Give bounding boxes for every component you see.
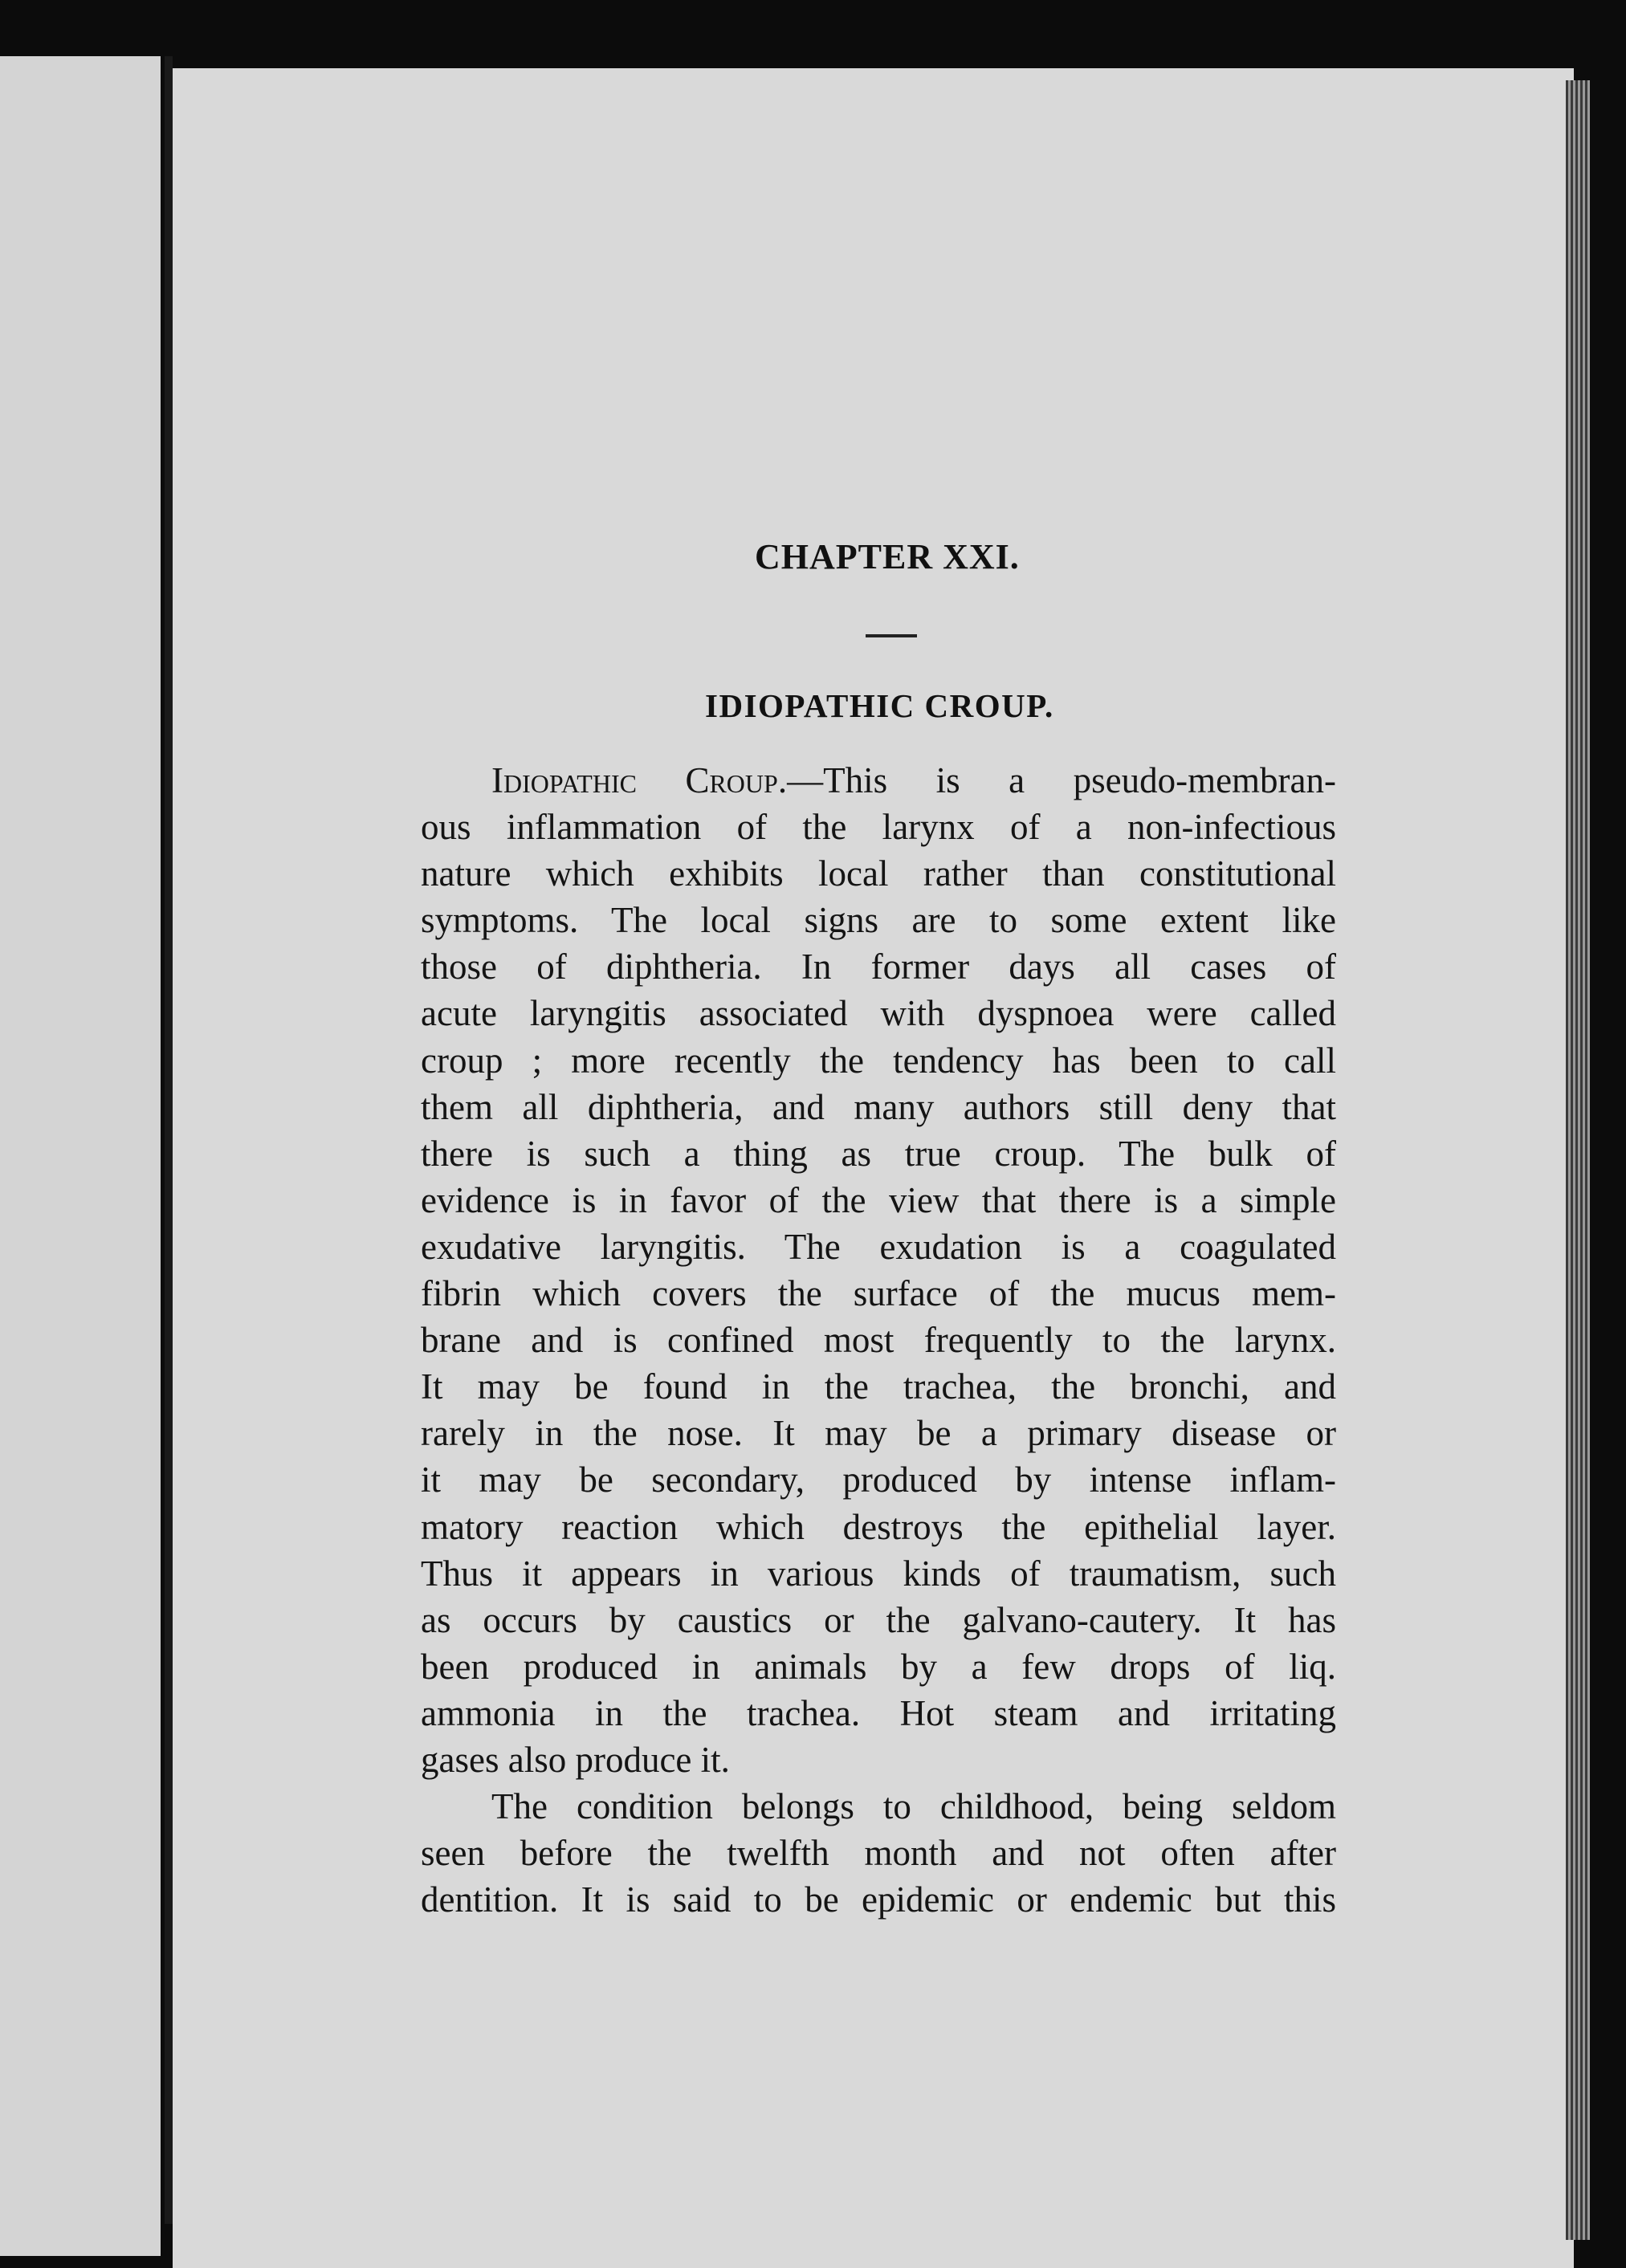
left-page-edge [0,56,161,2256]
text-line: brane and is confined most frequently to the larynx. [421,1320,1336,1361]
text-line: matory reaction which destroys the epithelial layer. [421,1506,1336,1547]
text-line: acute laryngitis associated with dyspnoea were called [421,993,1336,1034]
text-line: croup ; more recently the tendency has been to call [421,1040,1336,1081]
chapter-title: CHAPTER XXI. [755,537,1020,576]
text-line: them all diphtheria, and many authors still deny that [421,1086,1336,1127]
text-line: evidence is in favor of the view that there is a simple [421,1179,1336,1220]
text-line: Thus it appears in various kinds of traumatism, such [421,1553,1336,1594]
text-line: rarely in the nose. It may be a primary disease or [421,1413,1336,1454]
text-line: dentition. It is said to be epidemic or endemic but this [421,1879,1336,1920]
text-line: been produced in animals by a few drops of liq. [421,1646,1336,1687]
text-line: gases also produce it. [421,1739,730,1780]
text-line: there is such a thing as true croup. The bulk of [421,1133,1336,1174]
text-line: those of diphtheria. In former days all cases of [421,947,1336,987]
text-line: as occurs by caustics or the galvano-cautery. It has [421,1599,1336,1640]
page-edges [1566,80,1590,2240]
text-line: It may be found in the trachea, the bronchi, and [421,1366,1336,1407]
text-line: The condition belongs to childhood, being seldom [491,1786,1336,1827]
text-line: nature which exhibits local rather than constitutional [421,853,1336,894]
title-rule [866,634,917,637]
book-gutter [165,56,173,2224]
text-line: symptoms. The local signs are to some extent like [421,900,1336,941]
run-in-heading: Idiopathic Croup. [491,760,788,800]
text-line: fibrin which covers the surface of the mucus mem- [421,1273,1336,1314]
text-line: seen before the twelfth month and not often after [421,1833,1336,1874]
text-line: Idiopathic Croup.—This is a pseudo-membran- [491,760,1336,800]
body-text [421,757,1336,1923]
text-line: ous inflammation of the larynx of a non-infectious [421,807,1336,848]
text-line: exudative laryngitis. The exudation is a coagulated [421,1226,1336,1267]
text-line: it may be secondary, produced by intense inflam- [421,1460,1336,1500]
text-line: ammonia in the trachea. Hot steam and irritating [421,1692,1336,1733]
section-heading: IDIOPATHIC CROUP. [705,687,1054,724]
